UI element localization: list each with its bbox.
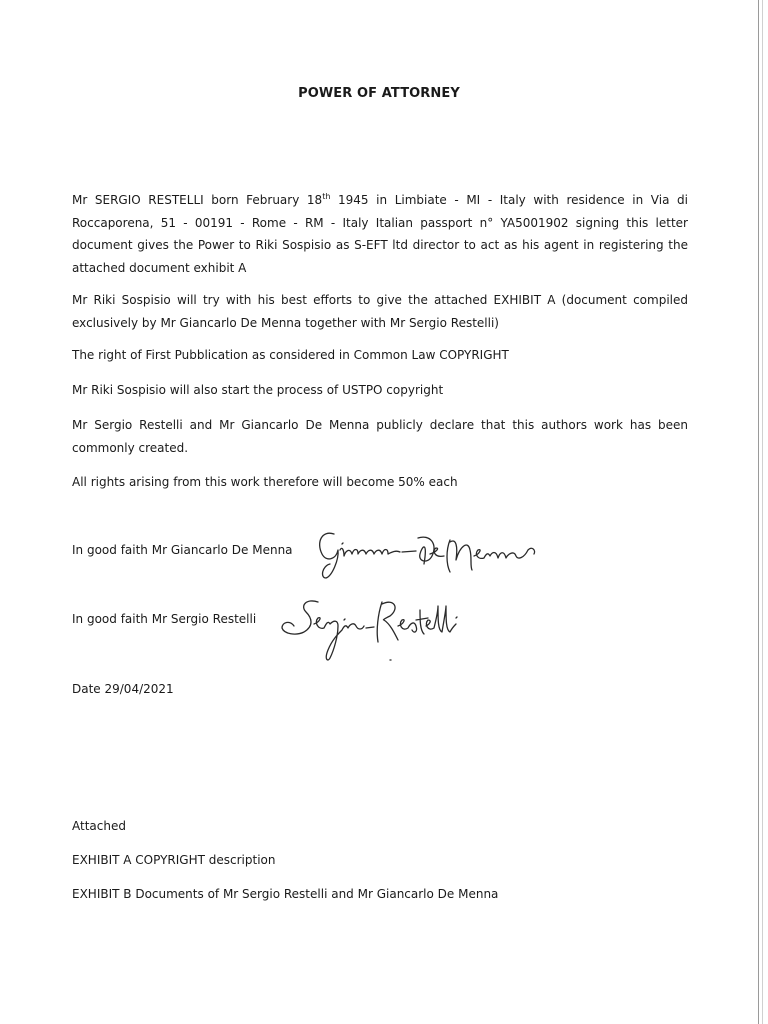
signature-label-giancarlo: In good faith Mr Giancarlo De Menna [72,543,293,557]
signature-giancarlo-de-menna [312,520,552,590]
attachment-exhibit-b: EXHIBIT B Documents of Mr Sergio Restelli and Mr Giancarlo De Menna [72,887,499,901]
ordinal-superscript: th [322,192,331,201]
document-date: Date 29/04/2021 [72,682,174,696]
signature-sergio-restelli [278,590,478,670]
paragraph-copyright-process: Mr Riki Sospisio will also start the process of USTPO copyright [72,383,444,397]
attachments-heading: Attached [72,819,126,833]
paragraph-grant-text-start: Mr SERGIO RESTELLI born February 18 [72,193,323,207]
paragraph-first-publication: The right of First Pubblication as considered in Common Law COPYRIGHT [72,348,509,362]
attachment-exhibit-a: EXHIBIT A COPYRIGHT description [72,853,276,867]
document-title: POWER OF ATTORNEY [298,86,460,101]
page-edge-line [758,0,759,1024]
paragraph-grant-text-end: 1945 in Limbiate - MI - Italy with residence in Via di Roccaporena, 51 - 00191 - Rome - RM - Italy Italian passport n° YA5001902 signing this letter document gives the Power to Riki Sospisio as S-EFT ltd director to act as his agent in registering the attached document exhibit A [72,193,688,275]
paragraph-best-efforts: Mr Riki Sospisio will try with his best efforts to give the attached EXHIBIT A (document compiled exclusively by Mr Giancarlo De Menna together with Mr Sergio Restelli) [72,293,688,330]
page-edge-line-secondary [762,0,763,1024]
paragraph-rights-split: All rights arising from this work therefore will become 50% each [72,475,458,489]
paragraph-grant-of-power [72,189,688,279]
signature-label-sergio: In good faith Mr Sergio Restelli [72,612,257,626]
paragraph-joint-declaration: Mr Sergio Restelli and Mr Giancarlo De Menna publicly declare that this authors work has been commonly created. [72,418,688,455]
